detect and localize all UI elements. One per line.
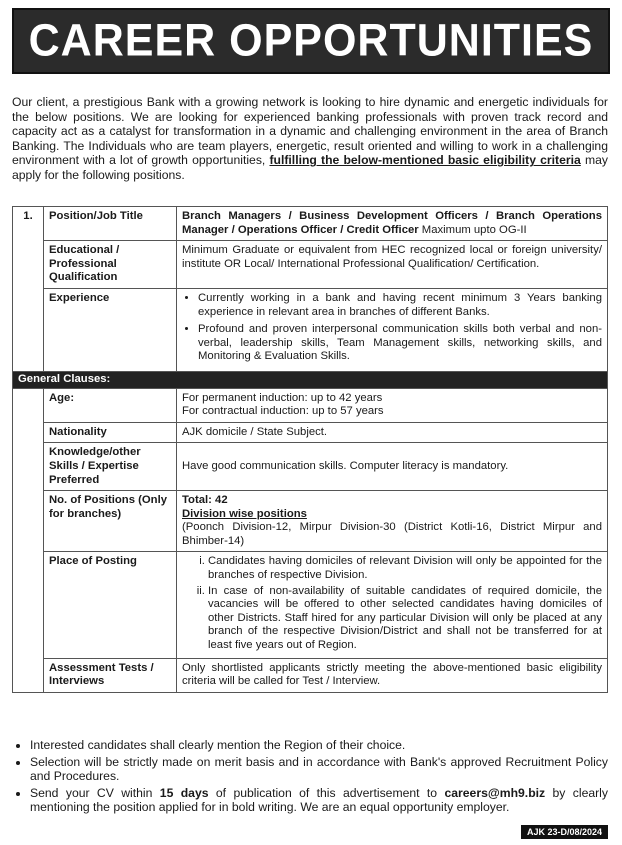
assessment-label: Assessment Tests / Interviews [44,658,177,692]
footer-item: • Interested candidates shall clearly mention the Region of their choice. [30,738,608,753]
intro-tail: may apply for the following positions. [12,153,609,182]
table-row [13,491,608,552]
age-label: Age: [44,388,177,422]
positions-table [12,206,608,693]
posting-label: Place of Posting [44,552,177,658]
ad-reference: AJK 23-D/08/2024 [521,825,608,839]
posting-cell [177,552,608,658]
posting-list [182,555,602,652]
age-line: For permanent induction: up to 42 years [182,391,383,404]
position-note: Maximum upto OG-II [418,223,527,236]
edu-label: Educational / Professional Qualification [44,241,177,289]
skills-value: Have good communication skills. Computer literacy is mandatory. [177,443,608,491]
footer-notes [14,738,608,817]
assessment-value: Only shortlisted applicants strictly meeting the above-mentioned basic eligibility criteria will be called for Test / Interview. [177,658,608,692]
footer-list [14,738,608,815]
intro-bold: fulfilling the below-mentioned basic eligibility criteria [269,153,581,168]
intro-paragraph [12,95,608,183]
nationality-value: AJK domicile / State Subject. [177,422,608,443]
row-number: 1. [13,207,44,372]
position-value: Branch Managers / Business Development Officers / Branch Operations Manager / Operations Officer / Credit Officer [182,210,602,236]
footer-item: • Selection will be strictly made on merit basis and in accordance with Bank's approved Recruitment Policy and Procedures. [30,755,608,784]
exp-list [182,292,602,364]
table-row [13,241,608,289]
positions-detail: (Poonch Division-12, Mirpur Division-30 (District Kotli-16, District Mirpur and Bhimber-14) [182,521,602,547]
exp-item: • Currently working in a bank and having recent minimum 3 Years banking experience in relevant area in branches of different Banks. [198,292,602,319]
positions-cell [177,491,608,552]
position-label: Position/Job Title [44,207,177,241]
blank-cell [13,388,44,692]
posting-item: ii. In case of non-availability of suitable candidates of required domicile, the vacancies will be offered to other selected candidates having domiciles of other Districts. Staff hired for any particular Division will only be placed at any branch of the respective Division/District and shall not be transferred for at least five years out of Region. [208,585,602,653]
footer-text: by clearly mentioning the position applied for in bold writing. We are an equal opportunity employer. [30,785,608,815]
title-banner [12,8,610,74]
positions-sub: Division wise positions [182,507,307,520]
deadline-days: 15 days [159,785,209,800]
table-row [13,207,608,241]
nationality-label: Nationality [44,422,177,443]
edu-value: Minimum Graduate or equivalent from HEC recognized local or foreign university/ institute OR Local/ International Professional Qualification/ Certification. [177,241,608,289]
table-row [13,552,608,658]
position-cell [177,207,608,241]
footer-text: Send your CV within [30,785,160,800]
email-link[interactable]: careers@mh9.biz [444,785,546,800]
age-line: For contractual induction: up to 57 years [182,405,384,418]
table-row [13,443,608,491]
exp-cell [177,288,608,371]
intro-text: Our client, a prestigious Bank with a growing network is looking to hire dynamic and energetic individuals for the below positions. We are looking for experienced banking professionals with proven track record and capacity act as a catalyst for transformation in a dynamic and challenging environment in the area of Branch Banking. The Individuals who are team players, energetic, result oriented and willing to work in a challenging environment with a lot of growth opportunities, [12,95,608,168]
general-clauses-row [13,371,608,388]
page-title: CAREER OPPORTUNITIES [28,15,594,66]
posting-item: i. Candidates having domiciles of relevant Division will only be appointed for the branches of respective Division. [208,555,602,582]
footer-text: of publication of this advertisement to [208,785,445,800]
table-row [13,388,608,422]
table-row [13,658,608,692]
footer-item [30,786,608,815]
table-row [13,422,608,443]
general-clauses-label: General Clauses: [13,371,608,388]
positions-label: No. of Positions (Only for branches) [44,491,177,552]
skills-label: Knowledge/other Skills / Expertise Preferred [44,443,177,491]
exp-label: Experience [44,288,177,371]
exp-item: • Profound and proven interpersonal communication skills both verbal and non- verbal, leadership skills, Team Management skills, networking skills, and Monitoring & Evaluation Skills. [198,323,602,364]
table-row [13,288,608,371]
age-cell [177,388,608,422]
positions-total: Total: 42 [182,494,228,507]
